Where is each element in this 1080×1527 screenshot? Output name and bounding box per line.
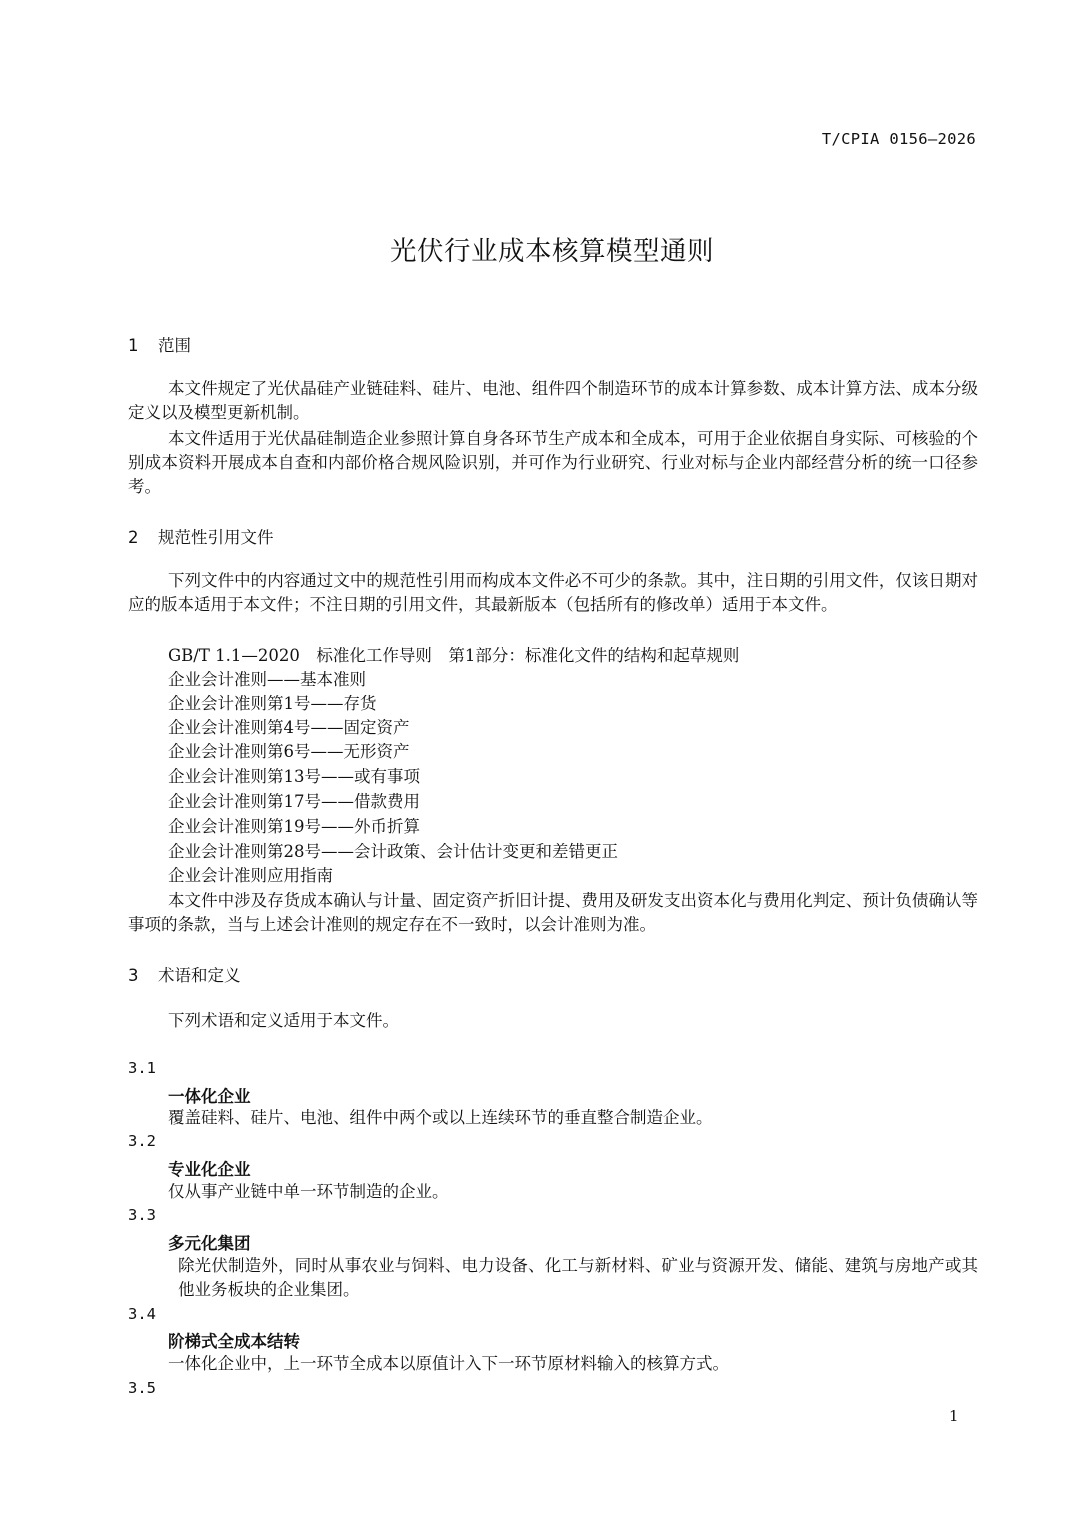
page-number: 1 [949, 1407, 959, 1425]
section-1-paragraph-1: 本文件规定了光伏晶硅产业链硅料、硅片、电池、组件四个制造环节的成本计算参数、成本计算方法、成本分级定义以及模型更新机制。 [128, 379, 978, 422]
reference-item: 企业会计准则——基本准则 [168, 670, 366, 689]
reference-item: 企业会计准则第17号——借款费用 [168, 792, 420, 811]
term-name: 一体化企业 [168, 1087, 251, 1106]
section-3-intro: 下列术语和定义适用于本文件。 [168, 1011, 399, 1030]
section-title: 术语和定义 [158, 966, 241, 985]
section-2-heading [128, 524, 274, 548]
term-definition: 覆盖硅料、硅片、电池、组件中两个或以上连续环节的垂直整合制造企业。 [168, 1108, 713, 1127]
section-number: 2 [128, 528, 139, 547]
section-number: 3 [128, 966, 139, 985]
section-1-paragraph-2: 本文件适用于光伏晶硅制造企业参照计算自身各环节生产成本和全成本，可用于企业依据自身实际、可核验的个别成本资料开展成本自查和内部价格合规风险识别，并可作为行业研究、行业对标与企业内部经营分析的统一口径参考。 [128, 429, 978, 496]
section-title: 范围 [158, 336, 191, 355]
section-2-paragraph-2: 本文件中涉及存货成本确认与计量、固定资产折旧计提、费用及研发支出资本化与费用化判定、预计负债确认等事项的条款，当与上述会计准则的规定存在不一致时，以会计准则为准。 [128, 891, 978, 934]
term-name: 阶梯式全成本结转 [168, 1332, 300, 1351]
term-number: 3.2 [128, 1132, 156, 1150]
term-definition: 一体化企业中，上一环节全成本以原值计入下一环节原材料输入的核算方式。 [168, 1354, 729, 1373]
term-number: 3.3 [128, 1206, 156, 1224]
reference-item: 企业会计准则第13号——或有事项 [168, 767, 420, 786]
term-number: 3.1 [128, 1059, 156, 1077]
reference-item: 企业会计准则第4号——固定资产 [168, 718, 410, 737]
reference-item: 企业会计准则应用指南 [168, 866, 333, 885]
section-title: 规范性引用文件 [158, 528, 274, 547]
term-definition: 仅从事产业链中单一环节制造的企业。 [168, 1182, 449, 1201]
document-title: 光伏行业成本核算模型通则 [390, 236, 714, 267]
section-1-heading [128, 332, 191, 356]
reference-item: GB/T 1.1—2020 标准化工作导则 第1部分：标准化文件的结构和起草规则 [168, 646, 740, 665]
reference-item: 企业会计准则第19号——外币折算 [168, 817, 420, 836]
term-name: 多元化集团 [168, 1234, 251, 1253]
term-number: 3.5 [128, 1379, 156, 1397]
term-definition: 除光伏制造外，同时从事农业与饲料、电力设备、化工与新材料、矿业与资源开发、储能、建筑与房地产或其他业务板块的企业集团。 [178, 1256, 978, 1299]
reference-item: 企业会计准则第28号——会计政策、会计估计变更和差错更正 [168, 842, 618, 861]
document-number: T/CPIA 0156—2026 [821, 130, 976, 148]
term-number: 3.4 [128, 1305, 156, 1323]
section-2-paragraph-1: 下列文件中的内容通过文中的规范性引用而构成本文件必不可少的条款。其中，注日期的引用文件，仅该日期对应的版本适用于本文件；不注日期的引用文件，其最新版本（包括所有的修改单）适用于本文件。 [128, 571, 978, 614]
reference-item: 企业会计准则第6号——无形资产 [168, 742, 410, 761]
section-number: 1 [128, 336, 139, 355]
reference-item: 企业会计准则第1号——存货 [168, 694, 377, 713]
term-name: 专业化企业 [168, 1160, 251, 1179]
section-3-heading [128, 962, 241, 986]
